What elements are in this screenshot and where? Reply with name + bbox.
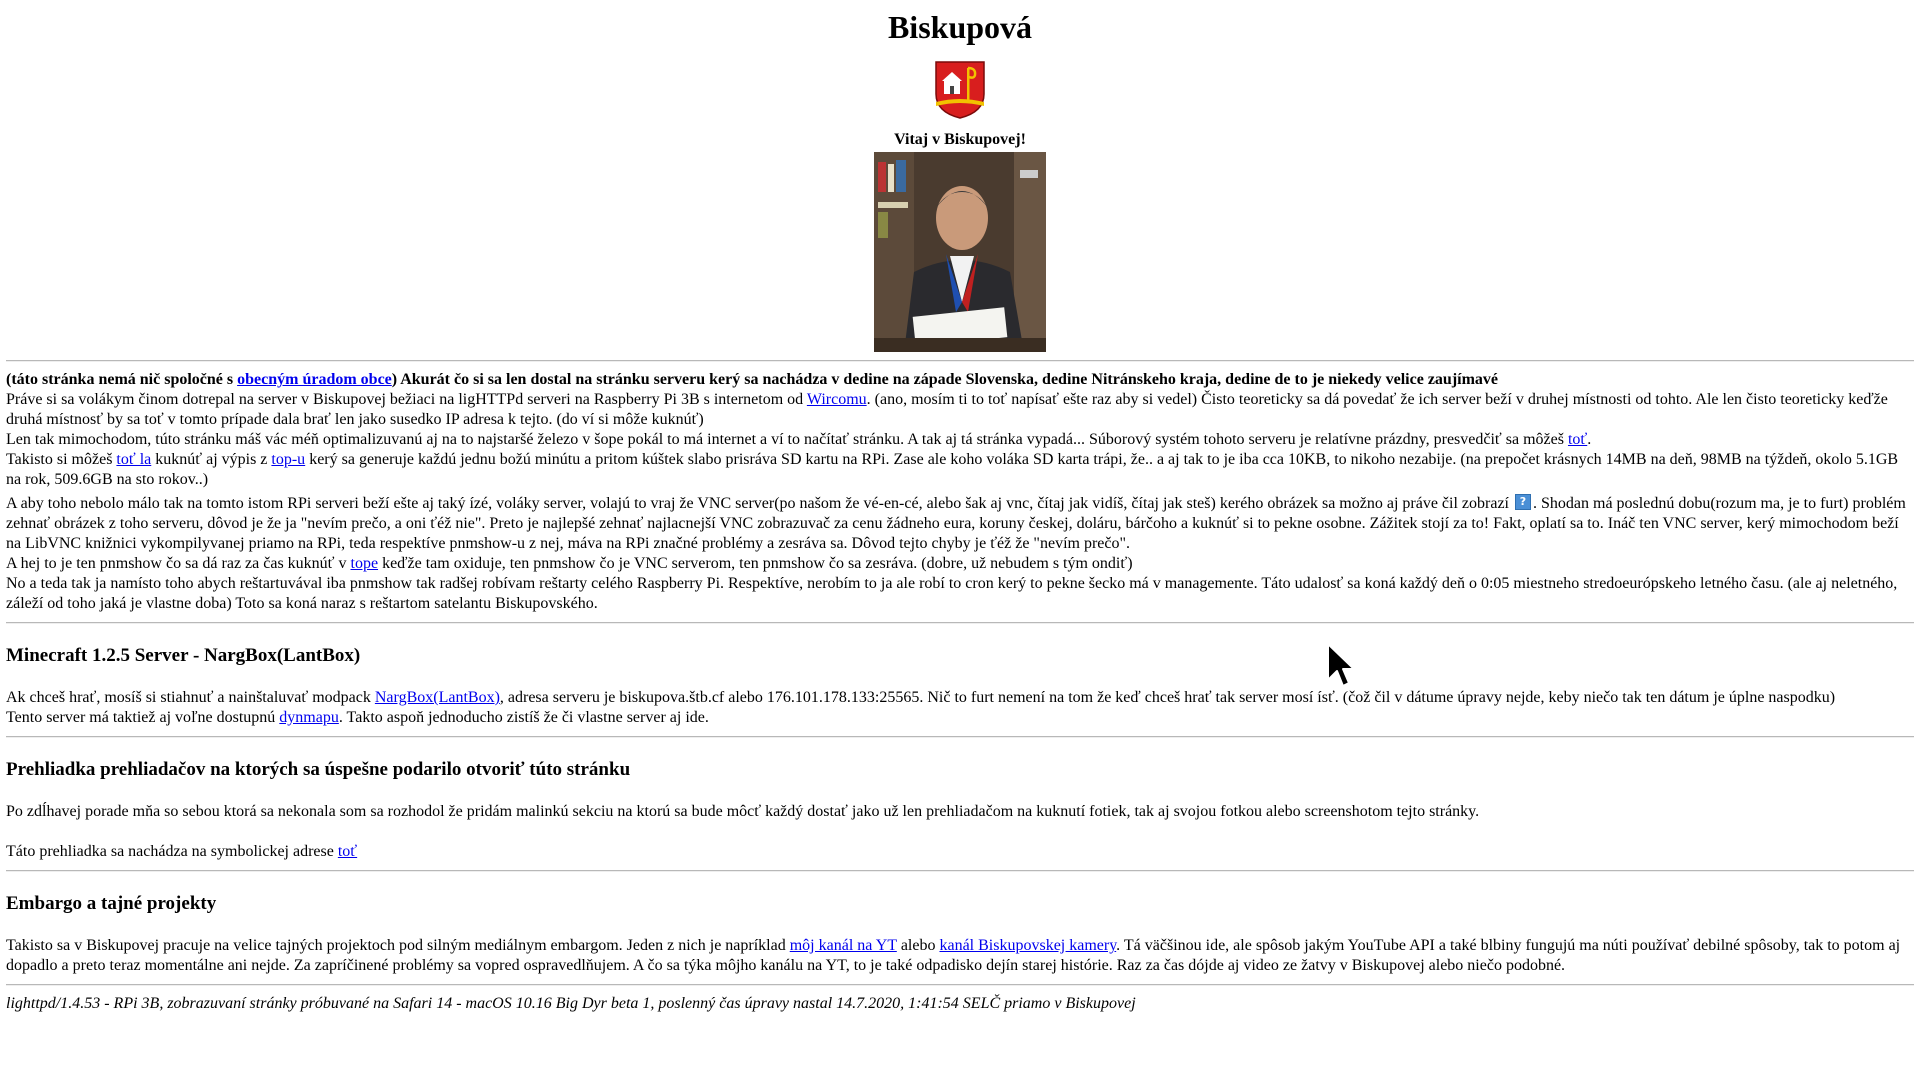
minecraft-p1-post: , adresa serveru je biskupova.štb.cf alebo 176.101.178.133:25565. Nič to furt nemení na tom že keď chceš hrať tak server mosí ísť. (čož čil v dátume úpravy nejde, keby niečo tak ten dátum je úplne naspodku) [499,689,1836,706]
embargo-p1-post: . Tá väčšinou ide, ale spôsob jakým YouTube API a také blbiny fungujú ma núti používať debilné spôsoby, tak to potom aj dopadlo a preto teraz momentálne ani nejde. Za zapríčinené problémy sa vopred ospravedlňujem. A čo sa týka môjho kanálu na YT, to je také odpadisko dejín starej histórie. Raz za čas dójde aj video ze žatvy v Biskupovej alebo niečo podobné. [6,937,1901,974]
crest-container [6,60,1914,126]
vnc-paragraph-2 [6,554,1914,574]
browsers-paragraph-2 [6,842,1914,862]
intro-p3-pre: Takisto si môžeš [6,451,117,468]
vnc-p2-post: keďže tam oxiduje, ten pnmshow čo je VNC serverom, ten pnmshow čo sa zesráva. (dobre, už nebudem s tým ondiť) [378,555,1133,572]
vnc-snapshot-icon[interactable]: ? [1515,494,1531,510]
divider [6,360,1914,362]
intro-p3-mid: kuknúť aj výpis z [151,451,272,468]
tot-la-link[interactable]: toť la [116,451,152,468]
browser-gallery-link[interactable]: toť [337,843,358,860]
intro-p1-pre: Práve si sa volákym činom dotrepal na server v Biskupovej bežiaci na ligHTTPd serveri na Raspberry Pi 3B s internetom od [6,391,807,408]
page-title: Biskupová [887,9,1033,45]
modpack-link[interactable]: NargBox(LantBox) [374,689,500,706]
mouse-cursor-icon [1326,642,1356,690]
vnc-paragraph-3: No a teda tak ja namísto toho abych reštartuvával iba pnmshow tak radšej robívam reštarty celého Raspberry Pi. Respektíve, nerobím to ja ale robí to cron kerý to pekne šecko má v managemente. Táto udalosť sa koná každý deň o 0:05 miestneho stredoeurópskeho letného času. (ale aj neletného, záleží od toho jaká je vlastne doba) Toto sa koná naraz s reštartom satelantu Biskupovského. [6,575,1898,612]
intro-p1-post: . (ano, mosím ti to toť napísať ešte raz aby si vedel) Čisto teoreticky sa dá povedať že ich server beží v druhej místnosti od tohto. Ale len čisto teoreticky keďže druhá místnosť by sa toť v tomto prípade dala brať len jako susedko IP adresa k tejto. (do ví si môže kuknúť) [6,391,1888,428]
intro-lead [6,370,1914,390]
top-output-link[interactable]: top-u [271,451,306,468]
coat-of-arms-icon [934,60,986,120]
welcome-text: Vitaj v Biskupovej! [894,131,1026,148]
minecraft-paragraph-1 [6,688,1914,708]
municipal-office-link[interactable]: obecným úradom obce [237,371,392,388]
camera-channel-link[interactable]: kanál Biskupovskej kamery [939,937,1117,954]
minecraft-p2-post: . Takto aspoň jednoducho zistíš že či vlastne server aj ide. [338,709,709,726]
dynmap-link[interactable]: dynmapu [279,709,339,726]
minecraft-p1-pre: Ak chceš hrať, mosíš si stiahnuť a nainštaluvať modpack [6,689,375,706]
yt-channel-link[interactable]: môj kanál na YT [789,937,897,954]
divider [6,736,1914,738]
intro-lead-text-post: ) Akurát čo si sa len dostal na stránku serveru kerý sa nachádza v dedine na západe Slovenska, dedine Nitránskeho kraja, dedine de to je niekedy velice zaujímavé [391,371,1499,388]
browsers-paragraph-1: Po zdĺhavej porade mňa so sebou ktorá sa nekonala som sa rozhodol že pridám malinkú sekciu na ktorú sa bude môcť každý dostať jako už len prehliadačom na kuknutí fotiek, tak aj svojou fotkou alebo screenshotom tejto stránky. [6,803,1480,820]
minecraft-p2-pre: Tento server má taktiež aj voľne dostupnú [6,709,280,726]
intro-p2-post: . [1587,431,1592,448]
vnc-p1-pre: A aby toho nebolo málo tak na tomto istom RPi serveri beží ešte aj taký ízé, voláky server, volajú to vraj že VNC server(po našom že vé-en-cé, alebo šak aj vnc, čítaj jak vidíš, čítaj jak steš) kerého obrázek sa možno aj práve čil zobrazí [6,495,1513,512]
footer-text: lighttpd/1.4.53 - RPi 3B, zobrazuvaní stránky próbuvané na Safari 14 - macOS 10.16 Big Dyr beta 1, poslenný čas úpravy nastal 14.7.2020, 1:41:54 SELČ priamo v Biskupovej [6,995,1136,1012]
minecraft-paragraph-2 [6,708,1914,728]
intro-paragraph-2 [6,430,1914,450]
embargo-p1-pre: Takisto sa v Biskupovej pracuje na velice tajných projektoch pod silným mediálnym embargom. Jeden z nich je napríklad [6,937,790,954]
intro-paragraph-3 [6,450,1914,490]
tope-link[interactable]: tope [350,555,379,572]
mayor-photo [874,152,1046,352]
divider [6,870,1914,872]
divider [6,984,1914,986]
browsers-heading: Prehliadka prehliadačov na ktorých sa úspešne podarilo otvoriť túto stránku [6,759,631,780]
vnc-paragraph-1 [6,494,1914,554]
intro-p3-post: kerý sa generuje každú jednu božú minútu a pritom kúštek slabo prisráva SD kartu na RPi. Zase ale koho voláka SD karta trápi, že.. a aj tak to je iba cca 10KB, to nikoho nezabije. (na prepočet krásnych 14MB na deň, 98MB na týždeň, okolo 5.1GB na rok, 509.6GB na sto rokov..) [6,451,1899,488]
page [0,8,1920,1014]
divider [6,622,1914,624]
embargo-paragraph [6,936,1914,976]
filesystem-link[interactable]: toť [1567,431,1588,448]
intro-paragraph-1 [6,390,1914,430]
minecraft-heading: Minecraft 1.2.5 Server - NargBox(LantBox) [6,645,361,666]
wircom-link[interactable]: Wircomu [806,391,867,408]
vnc-p1-post: . Shodan má poslednú dobu(rozum ma, je to furt) problém zehnať obrázek z toho serveru, dôvod je že ja "nevím prečo, a oni ťéž nie". Preto je najlepšé zehnať najlacnejší VNC zobrazuvač za cenu žádneho eura, koruny českej, doláru, bárčoho a kuknúť si to pekne osobne. Zážitek stojí za to! Fakt, oplatí sa to. Ináč ten VNC server, kerý mimochodom beží na LibVNC knižnici vykompilуvanej priamo na RPi, teda respektíve pnmshow-u z nej, máva na RPi značné problémy a zesráva sa. Dôvod tejto chyby je ťéž že "nevím prečo". [6,495,1906,552]
browsers-p2-pre: Táto prehliadka sa nachádza na symbolickej adrese [6,843,338,860]
embargo-heading: Embargo a tajné projekty [6,893,217,914]
intro-p2-pre: Len tak mimochodom, túto stránku máš vác méň optimalizuvanú aj na to najstaršé železo v šope pokál to má internet a ví to načítať stránku. A tak aj tá stránka vypadá... Súborový systém tohoto serveru je relatívne prázdny, presvedčiť sa môžeš [6,431,1568,448]
intro-lead-text-pre: (táto stránka nemá nič spoločné s [6,371,238,388]
vnc-p2-pre: A hej to je ten pnmshow čo sa dá raz za čas kuknúť v [6,555,351,572]
embargo-p1-mid: alebo [896,937,940,954]
